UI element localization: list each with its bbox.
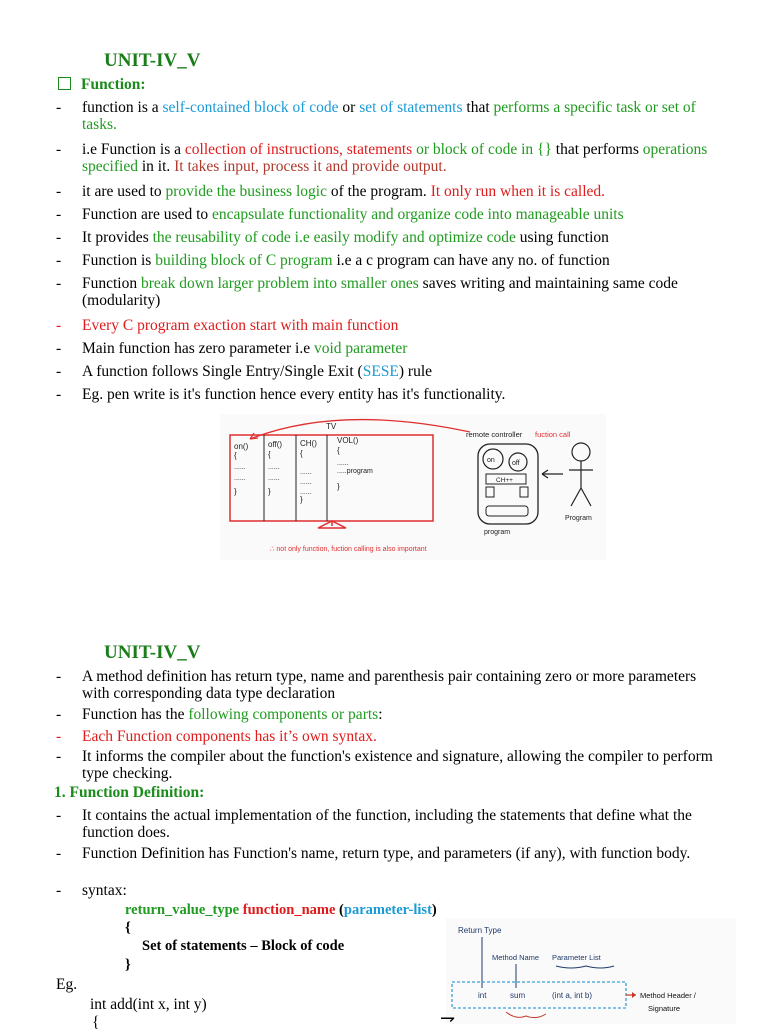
syntax-line: return_value_type function_name (parameter-list) (125, 902, 437, 918)
svg-text:......: ...... (300, 469, 312, 476)
svg-text:}: } (234, 487, 237, 496)
document-page: UNIT-IV_V Function: - function is a self-contained block of code or set of statements that performs a specific task or set of tasks. - i.e Function is a collection of instructions, statements or block of code in {} that performs operations specified in it. It takes input, process it and provide output. - it are used to provide the business logic of the program. It only run when it is called. - Function are used to encapsulate functionality and organize code into manageable units - It provides the reusability of code i.e easily modify and optimize code using function - Function is building block of C program i.e a c program can have any no. of function - Function break down larger problem into smaller ones saves writing and maintaining same code (modularity) - Every C program exaction start with main function - Main function has zero parameter i.e void parameter - A function follows Single Entry/Single Exit (SESE) rule - Eg. pen write is it's function hence every entity has it's functionality. TV on() off() CH() VOL() { { { { ...... ...... ...... ...... ...... ...... ...... .....program } } ...... } } remote controller fuction call on off CH++ program Program ∴ not only function, fuction calling is also important UNIT-IV_V - A method definition has return type, name and parenthesis pair containing zero or more parameters with corresponding data type declaration - Function has the following components or parts: - Each Function components has it’s own syntax. - It informs the compiler about the function's existence and signature, allowing the compiler to perform type checking. 1. Function Definition: - It contains the actual implementation of the function, including the statements that define what the function does. - Function Definition has Function's name, return type, and parameters (if any), with function body. - syntax: return_value_type function_name (parameter-list) { Set of statements – Block of code } Eg. int add(int x, int y) { Return Type Method Name Parameter List int sum (int a, int b) Method Header / Signature ⇁ (0, 0, 768, 1024)
svg-text:}: } (268, 487, 271, 496)
svg-text:}: } (337, 482, 340, 491)
tv-box (230, 435, 433, 521)
checkbox-icon (58, 77, 71, 90)
svg-text:program: program (484, 529, 511, 536)
svg-text:......: ...... (234, 475, 246, 482)
method-header-label: Method Header / (640, 991, 696, 1000)
svg-text:}: } (300, 495, 303, 504)
svg-text:{: { (300, 449, 303, 458)
svg-text:......: ...... (268, 475, 280, 482)
svg-text:Program: Program (565, 515, 592, 522)
example-label: Eg. (56, 976, 78, 993)
function-definition-heading: 1. Function Definition: (54, 784, 205, 801)
svg-text:{: { (268, 450, 271, 459)
svg-text:sum: sum (510, 991, 526, 1000)
svg-text:......: ...... (300, 479, 312, 486)
example-code-line: int add(int x, int y) (90, 996, 207, 1013)
syntax-close-brace: } (125, 957, 131, 973)
svg-text:(int a, int b): (int a, int b) (552, 991, 593, 1000)
svg-text:......: ...... (300, 489, 312, 496)
svg-text:{: { (337, 446, 340, 455)
unit-title-1: UNIT-IV_V (104, 50, 201, 71)
example-open-brace: { (92, 1014, 100, 1031)
unit-title-2: UNIT-IV_V (104, 642, 201, 663)
function-heading: Function: (58, 76, 146, 94)
cursor-arrow-icon: ⇁ (440, 1008, 456, 1028)
return-type-label: Return Type (458, 926, 502, 935)
svg-text:.....program: .....program (337, 468, 373, 475)
svg-text:{: { (234, 451, 237, 460)
person-icon (572, 443, 590, 461)
svg-text:......: ...... (337, 460, 349, 467)
fuction-call-label: fuction call (535, 430, 571, 439)
svg-text:off(): off() (268, 440, 283, 449)
parameter-list-label: Parameter List (552, 953, 601, 962)
svg-text:CH++: CH++ (496, 477, 513, 484)
svg-text:on: on (487, 457, 495, 464)
svg-text:off: off (512, 460, 520, 467)
svg-text:int: int (478, 991, 487, 1000)
syntax-body: Set of statements – Block of code (142, 938, 345, 954)
svg-text:CH(): CH() (300, 439, 317, 448)
figure-note: ∴ not only function, fuction calling is also important (270, 546, 427, 553)
svg-text:......: ...... (268, 464, 280, 471)
svg-text:......: ...... (234, 464, 246, 471)
method-signature-diagram (446, 918, 736, 1024)
tv-remote-diagram (220, 414, 606, 560)
tv-label: TV (326, 422, 337, 431)
method-name-label: Method Name (492, 953, 540, 962)
syntax-open-brace: { (125, 920, 131, 936)
svg-text:on(): on() (234, 442, 249, 451)
remote-label: remote controller (466, 430, 523, 439)
svg-text:Signature: Signature (648, 1004, 681, 1013)
svg-text:VOL(): VOL() (337, 436, 359, 445)
